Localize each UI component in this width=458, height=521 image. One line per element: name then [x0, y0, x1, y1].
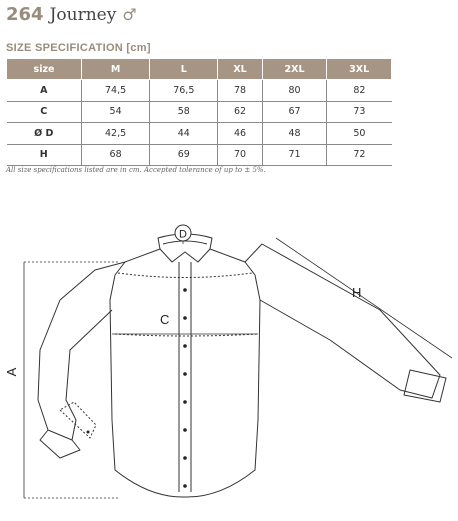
table-cell: 54: [82, 101, 150, 123]
column-header: size: [7, 59, 82, 80]
dimension-h-line: [276, 238, 452, 358]
table-cell: 74,5: [82, 80, 150, 102]
table-cell: 68: [82, 144, 150, 166]
shirt-yoke: [118, 273, 252, 278]
dimension-a-label: A: [4, 367, 19, 377]
collar-stand: [163, 241, 207, 244]
product-name: Journey: [49, 5, 117, 25]
table-cell: 69: [150, 144, 218, 166]
column-header: M: [82, 59, 150, 80]
table-cell: 82: [327, 80, 392, 102]
table-cell: 62: [218, 101, 262, 123]
section-heading: SIZE SPECIFICATION [cm]: [6, 42, 151, 54]
row-label: Ø D: [7, 123, 82, 145]
product-code: 264: [6, 4, 44, 25]
table-cell: 50: [327, 123, 392, 145]
button: [183, 344, 187, 348]
dimension-c-label: C: [160, 312, 170, 327]
shirt-buttons: [87, 288, 187, 488]
dimension-h-label: H: [352, 285, 362, 300]
table-cell: 78: [218, 80, 262, 102]
table-cell: 76,5: [150, 80, 218, 102]
button: [87, 431, 90, 434]
dimension-d-label: D: [179, 228, 187, 241]
footnote: All size specifications listed are in cm. Accepted tolerance of up to ± 5%.: [6, 166, 266, 174]
left-cuff: [40, 430, 80, 458]
table-cell: 80: [262, 80, 327, 102]
column-header: XL: [218, 59, 262, 80]
button: [183, 456, 187, 460]
table-cell: 58: [150, 101, 218, 123]
table-cell: 44: [150, 123, 218, 145]
button: [183, 316, 187, 320]
table-cell: 72: [327, 144, 392, 166]
table-cell: 46: [218, 123, 262, 145]
button: [183, 484, 187, 488]
table-cell: 70: [218, 144, 262, 166]
row-label: H: [7, 144, 82, 166]
button: [183, 428, 187, 432]
table-cell: 71: [262, 144, 327, 166]
button: [183, 372, 187, 376]
right-sleeve: [245, 244, 440, 398]
row-label: C: [7, 101, 82, 123]
left-cuff-detail: [60, 402, 96, 438]
column-header: L: [150, 59, 218, 80]
button: [183, 400, 187, 404]
column-header: 2XL: [262, 59, 327, 80]
table-cell: 73: [327, 101, 392, 123]
row-label: A: [7, 80, 82, 102]
male-icon: ♂: [122, 5, 137, 24]
table-cell: 48: [262, 123, 327, 145]
table-cell: 42,5: [82, 123, 150, 145]
table-cell: 67: [262, 101, 327, 123]
button: [183, 288, 187, 292]
column-header: 3XL: [327, 59, 392, 80]
